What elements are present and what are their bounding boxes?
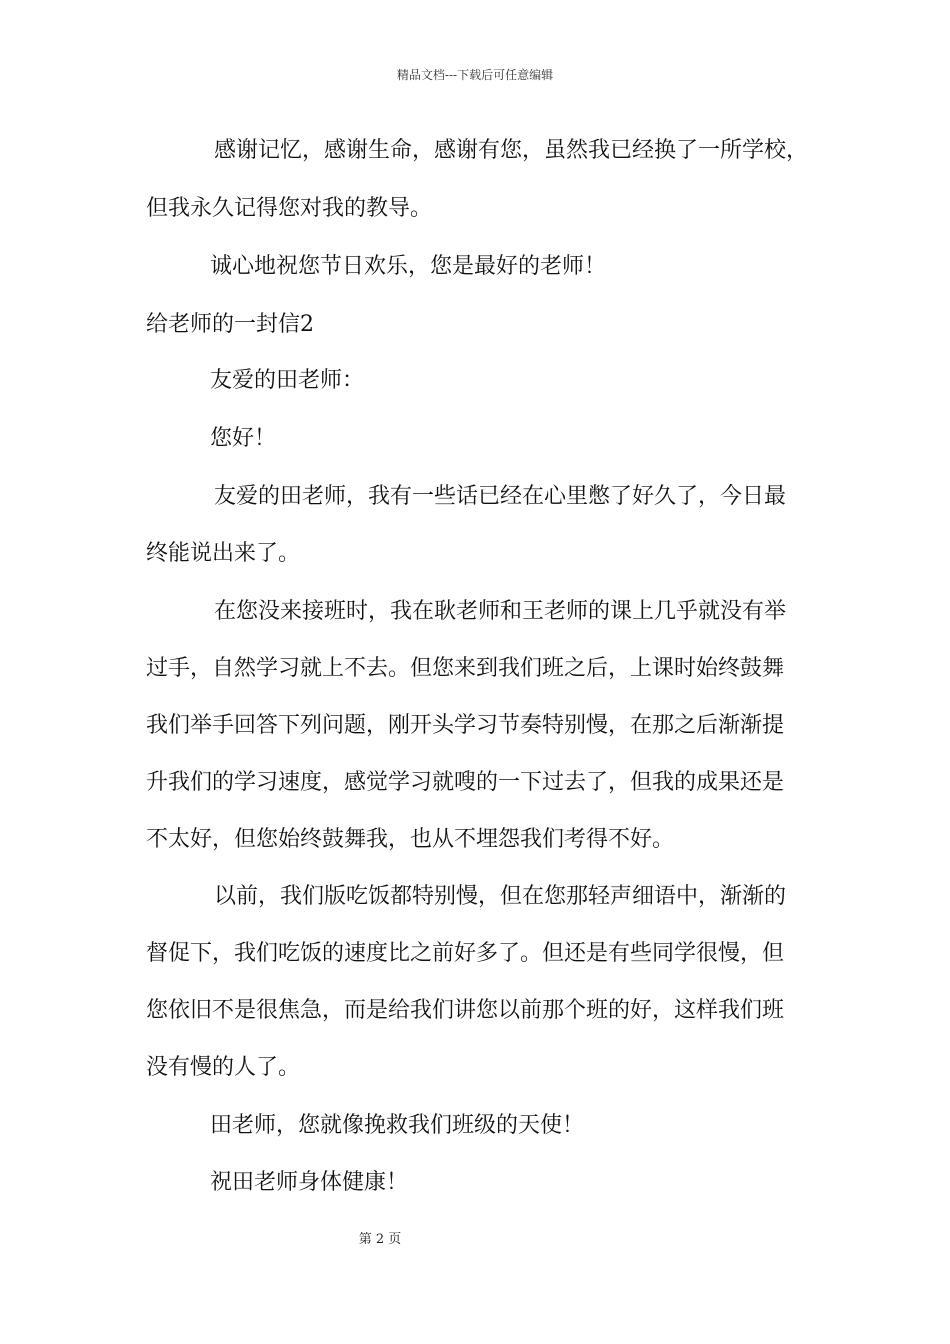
paragraph-line: 升我们的学习速度，感觉学习就嗖的一下过去了，但我的成果还是 (146, 770, 785, 795)
greeting: 您好！ (210, 426, 277, 451)
paragraph-line: 我们举手回答下列问题，刚开头学习节奏特别慢，在那之后渐渐提 (146, 713, 785, 738)
paragraph-line: 督促下，我们吃饭的速度比之前好多了。但还是有些同学很慢，但 (146, 941, 785, 966)
paragraph-line: 诚心地祝您节日欢乐，您是最好的老师！ (210, 254, 607, 279)
paragraph-line: 过手，自然学习就上不去。但您来到我们班之后，上课时始终鼓舞 (146, 656, 785, 681)
paragraph-line: 终能说出来了。 (146, 541, 301, 566)
paragraph-line: 您依旧不是很焦急，而是给我们讲您以前那个班的好，这样我们班 (146, 998, 785, 1023)
paragraph-line: 没有慢的人了。 (146, 1055, 301, 1080)
paragraph-line: 友爱的田老师，我有一些话已经在心里憋了好久了，今日最 (214, 484, 787, 509)
page-header: 精品文档---下载后可任意编辑 (396, 68, 554, 82)
paragraph-line: 以前，我们版吃饭都特别慢，但在您那轻声细语中，渐渐的 (214, 884, 787, 909)
salutation: 友爱的田老师： (210, 368, 365, 393)
closing-line: 祝田老师身体健康！ (210, 1170, 409, 1195)
section-title: 给老师的一封信2 (146, 312, 314, 337)
paragraph-line: 感谢记忆，感谢生命，感谢有您，虽然我已经换了一所学校， (214, 138, 809, 163)
paragraph-line: 但我永久记得您对我的教导。 (146, 196, 433, 221)
page-number: 第 2 页 (358, 1232, 402, 1247)
paragraph-line: 在您没来接班时，我在耿老师和王老师的课上几乎就没有举 (214, 599, 787, 624)
paragraph-line: 田老师，您就像挽救我们班级的天使！ (210, 1113, 585, 1138)
paragraph-line: 不太好，但您始终鼓舞我，也从不埋怨我们考得不好。 (146, 827, 675, 852)
